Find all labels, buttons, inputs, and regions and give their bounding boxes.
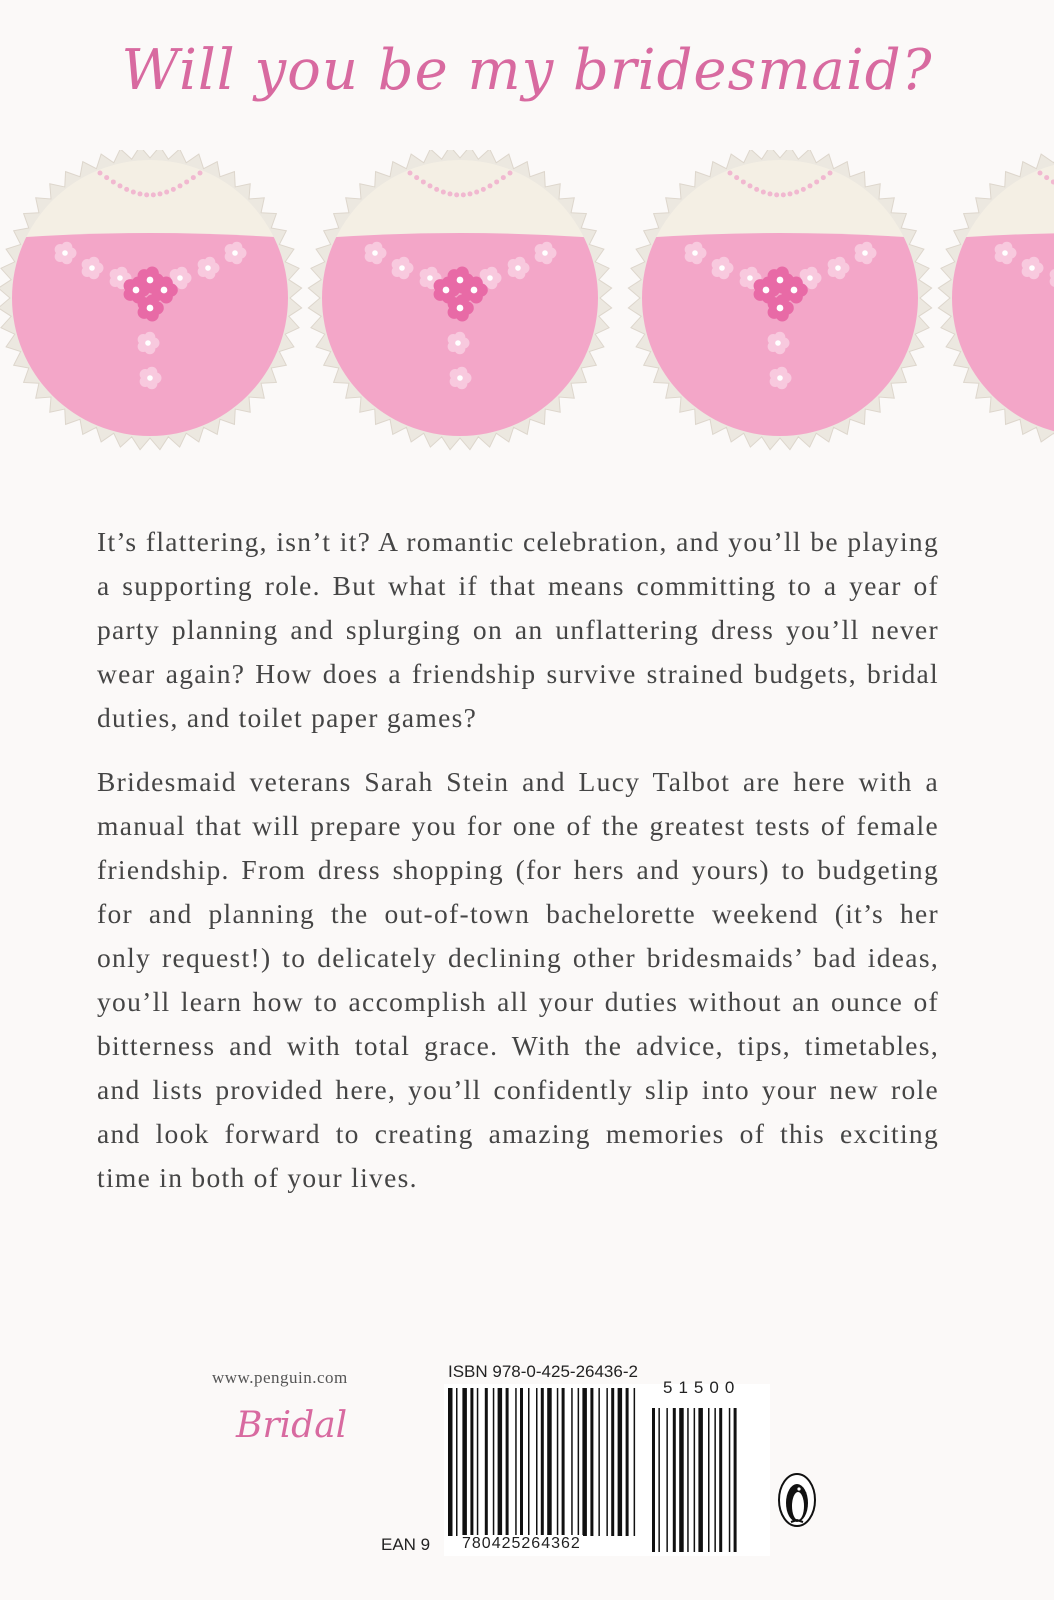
isbn-text: ISBN 978-0-425-26436-2 bbox=[448, 1362, 638, 1381]
cupcake-row bbox=[0, 150, 1054, 470]
blurb-paragraph-2: Bridesmaid veterans Sarah Stein and Lucy Talbot are here with a manual that will prepare you for one of the greatest tests of female friendship. From dress shopping (for hers and yours) to budgeting for and planning the out-of-town bachelorette weekend (it’s her only request!) to delicately declining other bridesmaids’ bad ideas, you’ll learn how to accomplish all your duties without an ounce of bitterness and with total grace. With the advice, tips, timetables, and lists provided here, you’ll confidently slip into your new role and look forward to creating amazing memories of this exciting time in both of your lives. bbox=[97, 766, 939, 1193]
back-cover-blurb bbox=[97, 520, 939, 1220]
penguin-logo-icon bbox=[777, 1472, 817, 1533]
price-code: 51500 bbox=[663, 1378, 741, 1397]
imprint-logo: Bridal bbox=[236, 1405, 348, 1446]
blurb-paragraph-1: It’s flattering, isn’t it? A romantic celebration, and you’ll be playing a supporting role. But what if that means committing to a year of party planning and splurging on an unflattering dress you’ll never wear again? How does a friendship survive strained budgets, bridal duties, and toilet paper games? bbox=[97, 526, 939, 733]
cupcake-dress-illustration bbox=[0, 150, 1054, 470]
barcode-icon bbox=[444, 1384, 770, 1556]
ean-digits: 780425264362 bbox=[462, 1535, 581, 1552]
ean-label: EAN 9 bbox=[381, 1535, 431, 1554]
publisher-website[interactable]: www.penguin.com bbox=[212, 1368, 348, 1387]
cover-headline: Will you be my bridesmaid? bbox=[121, 38, 933, 103]
